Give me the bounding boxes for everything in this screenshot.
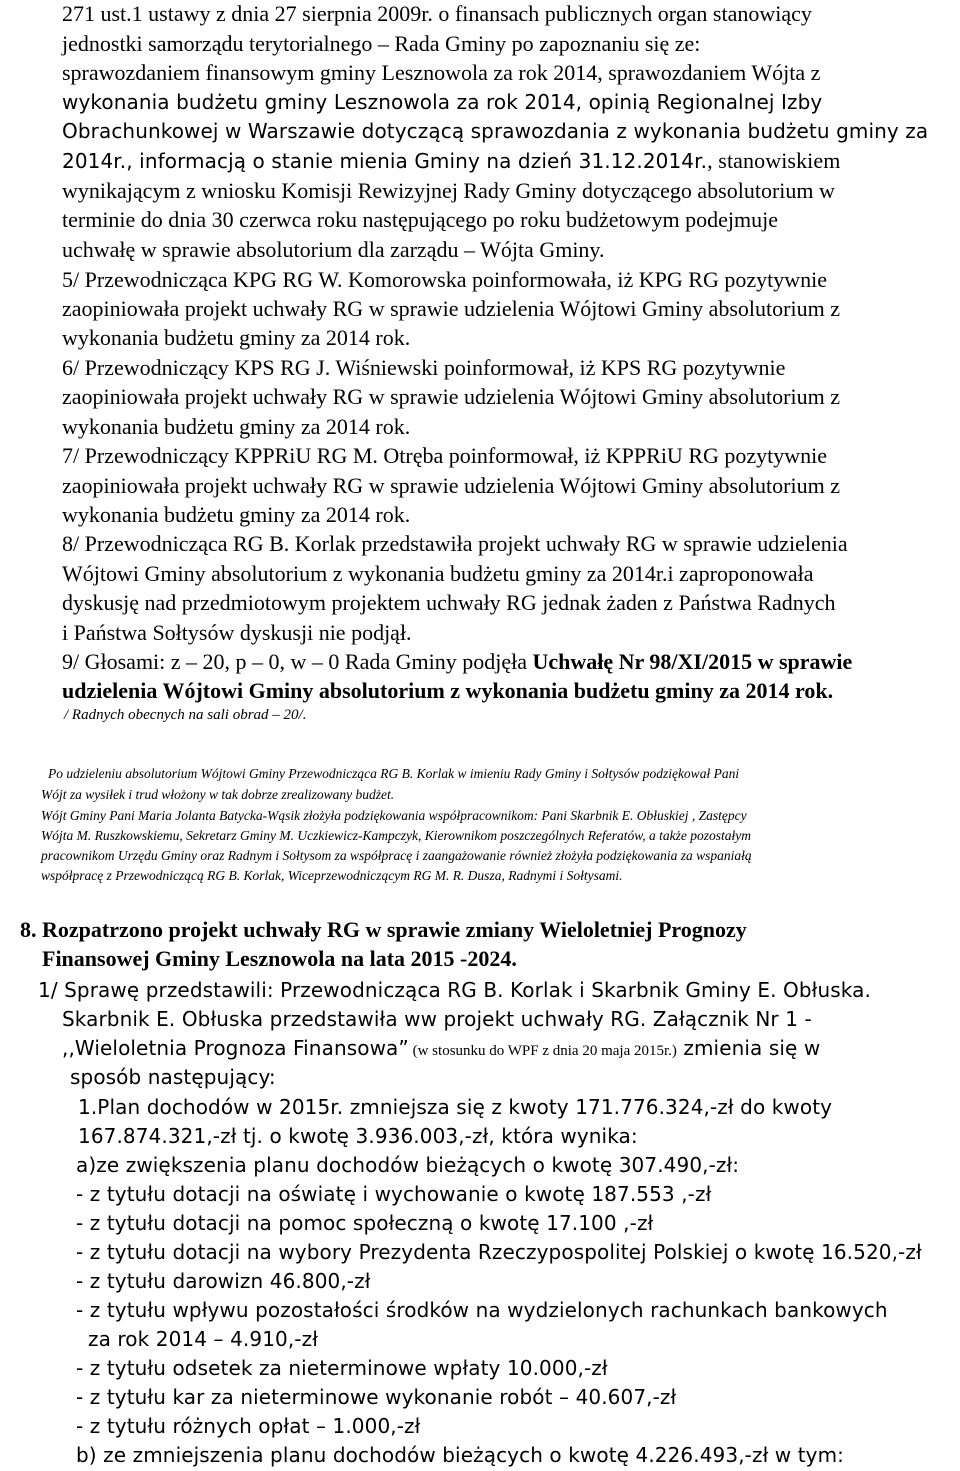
item6-line1: 6/ Przewodniczący KPS RG J. Wiśniewski poinformował, iż KPS RG pozytywnie: [62, 355, 786, 380]
increase-item-6: - z tytułu odsetek za nieterminowe wpłaty 10.000,-zł: [76, 1356, 608, 1380]
wpf-change: zmienia się w: [676, 1036, 821, 1060]
item7-line3: wykonania budżetu gminy za 2014 rok.: [62, 502, 411, 527]
item9-votes: 9/ Głosami: z – 20, p – 0, w – 0 Rada Gminy podjęła: [62, 649, 533, 674]
section8-line3: [62, 1038, 820, 1059]
note-line3: Wójt Gminy Pani Maria Jolanta Batycka-Wąsik złożyła podziękowania współpracownikom: Pani Skarbnik E. Obłuskiej , Zastępcy: [41, 808, 747, 823]
item5-line3: wykonania budżetu gminy za 2014 rok.: [62, 325, 411, 350]
para1-line6: [62, 150, 840, 172]
item5-line2: zaopiniowała projekt uchwały RG w sprawie udzielenia Wójtowi Gminy absolutorium z: [62, 296, 840, 321]
section8-line2: Skarbnik E. Obłuska przedstawiła ww projekt uchwały RG. Załącznik Nr 1 -: [62, 1007, 812, 1031]
para1-line6-text: 2014r., informacją o stanie mienia Gminy na dzień 31.12.2014r.: [62, 149, 708, 173]
increase-heading: a)ze zwiększenia planu dochodów bieżących o kwotę 307.490,-zł:: [76, 1153, 740, 1177]
para1-line6-tail: , stanowiskiem: [707, 148, 841, 173]
section8-heading-line1: 8. Rozpatrzono projekt uchwały RG w sprawie zmiany Wieloletniej Prognozy: [20, 917, 747, 942]
wpf-title: ,,Wieloletnia Prognoza Finansowa”: [62, 1036, 409, 1060]
income-plan-line1: 1.Plan dochodów w 2015r. zmniejsza się z kwoty 171.776.324,-zł do kwoty: [78, 1095, 833, 1119]
item7-line1: 7/ Przewodniczący KPPRiU RG M. Otręba poinformował, iż KPPRiU RG pozytywnie: [62, 443, 828, 468]
item8-line4: i Państwa Sołtysów dyskusji nie podjął.: [62, 620, 412, 645]
para1-line5: Obrachunkowej w Warszawie dotyczącą sprawozdania z wykonania budżetu gminy za: [62, 119, 929, 143]
note-line6: współpracę z Przewodniczącą RG B. Korlak, Wiceprzewodniczącym RG M. R. Dusza, Radnymi i Sołtysami.: [41, 868, 623, 883]
item5-line1: 5/ Przewodnicząca KPG RG W. Komorowska poinformowała, iż KPG RG pozytywnie: [62, 267, 827, 292]
para1-line7: wynikającym z wniosku Komisji Rewizyjnej Rady Gminy dotyczącego absolutorium w: [62, 178, 835, 203]
item8-line1: 8/ Przewodnicząca RG B. Korlak przedstawiła projekt uchwały RG w sprawie udzielenia: [62, 531, 848, 556]
section8-heading-line2: Finansowej Gminy Lesznowola na lata 2015 -2024.: [42, 946, 517, 971]
decrease-heading: b) ze zmniejszenia planu dochodów bieżących o kwotę 4.226.493,-zł w tym:: [76, 1443, 845, 1467]
para1-line8: terminie do dnia 30 czerwca roku następującego po roku budżetowym podejmuje: [62, 207, 778, 232]
para1-line2: jednostki samorządu terytorialnego – Rada Gminy po zapoznaniu się ze:: [62, 31, 701, 56]
resolution-title-start: Uchwałę Nr 98/XI/2015 w sprawie: [532, 649, 853, 674]
increase-item-1: - z tytułu dotacji na oświatę i wychowanie o kwotę 187.553 ,-zł: [76, 1182, 712, 1206]
increase-item-5-cont: za rok 2014 – 4.910,-zł: [88, 1327, 318, 1351]
note-line5: pracownikom Urzędu Gminy oraz Radnym i Sołtysom za współpracę i zaangażowanie również złożyła podziękowania za wspaniałą: [41, 848, 752, 863]
increase-item-3: - z tytułu dotacji na wybory Prezydenta Rzeczypospolitej Polskiej o kwotę 16.520,-zł: [76, 1240, 922, 1264]
wpf-reference: (w stosunku do WPF z dnia 20 maja 2015r.): [408, 1043, 677, 1059]
note-line2: Wójt za wysiłek i trud włożony w tak dobrze zrealizowany budżet.: [41, 787, 395, 802]
item6-line2: zaopiniowała projekt uchwały RG w sprawie udzielenia Wójtowi Gminy absolutorium z: [62, 384, 840, 409]
increase-item-2: - z tytułu dotacji na pomoc społeczną o kwotę 17.100 ,-zł: [76, 1211, 654, 1235]
para1-line4: wykonania budżetu gminy Lesznowola za rok 2014, opinią Regionalnej Izby: [62, 90, 823, 114]
para1-line1: 271 ust.1 ustawy z dnia 27 sierpnia 2009r. o finansach publicznych organ stanowiący: [62, 1, 812, 26]
item8-line3: dyskusję nad przedmiotowym projektem uchwały RG jednak żaden z Państwa Radnych: [62, 590, 836, 615]
attendance-note: / Radnych obecnych na sali obrad – 20/.: [64, 707, 307, 723]
section8-line4: sposób następujący:: [70, 1065, 276, 1089]
item7-line2: zaopiniowała projekt uchwały RG w sprawie udzielenia Wójtowi Gminy absolutorium z: [62, 473, 840, 498]
note-line4: Wójta M. Ruszkowskiemu, Sekretarz Gminy M. Uczkiewicz-Kampczyk, Kierownikom poszczególnych Referatów, a także pozostałym: [41, 828, 751, 843]
increase-item-8: - z tytułu różnych opłat – 1.000,-zł: [76, 1414, 421, 1438]
income-plan-line2: 167.874.321,-zł tj. o kwotę 3.936.003,-zł, która wynika:: [78, 1124, 638, 1148]
increase-item-4: - z tytułu darowizn 46.800,-zł: [76, 1269, 371, 1293]
note-line1: Po udzieleniu absolutorium Wójtowi Gminy Przewodnicząca RG B. Korlak w imieniu Rady Gminy i Sołtysów podziękował Pani: [48, 766, 740, 781]
section8-line1: 1/ Sprawę przedstawili: Przewodnicząca RG B. Korlak i Skarbnik Gminy E. Obłuska.: [38, 978, 871, 1002]
resolution-title-end: udzielenia Wójtowi Gminy absolutorium z wykonania budżetu gminy za 2014 rok.: [62, 678, 834, 703]
para1-line9: uchwałę w sprawie absolutorium dla zarządu – Wójta Gminy.: [62, 237, 605, 262]
increase-item-7: - z tytułu kar za nieterminowe wykonanie robót – 40.607,-zł: [76, 1385, 677, 1409]
increase-item-5: - z tytułu wpływu pozostałości środków na wydzielonych rachunkach bankowych: [76, 1298, 888, 1322]
item8-line2: Wójtowi Gminy absolutorium z wykonania budżetu gminy za 2014r.i zaproponowała: [62, 561, 814, 586]
item9-line1: [62, 651, 852, 673]
item6-line3: wykonania budżetu gminy za 2014 rok.: [62, 414, 411, 439]
para1-line3: sprawozdaniem finansowym gminy Lesznowola za rok 2014, sprawozdaniem Wójta z: [62, 60, 821, 85]
